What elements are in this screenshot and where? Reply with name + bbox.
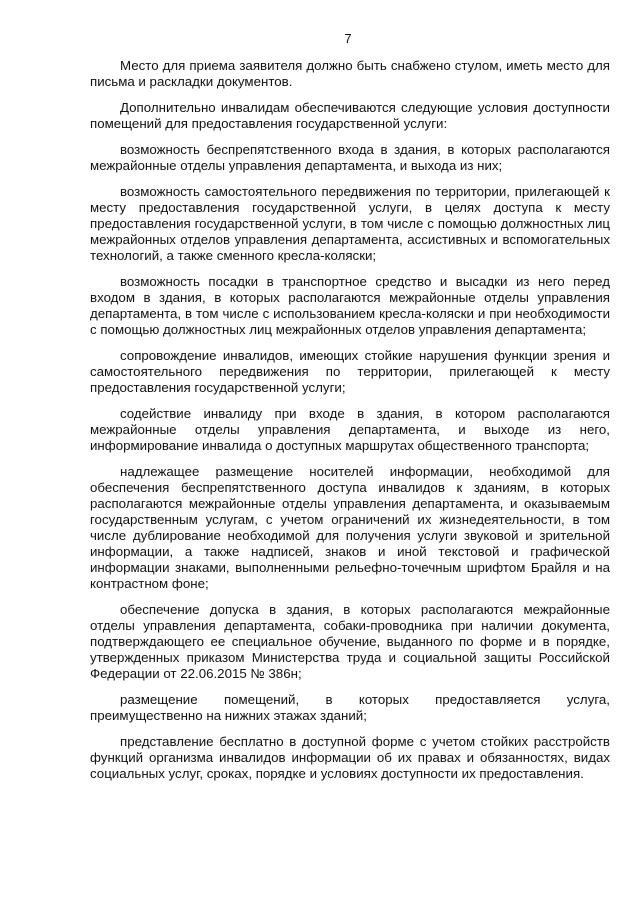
- list-item-transport-boarding: возможность посадки в транспортное средство и высадки из него перед входом в здания, в которых располагаются межрайонные отделы управления департамента, в том числе с использованием кресла-коляски и при необходимости с помощью должностных лиц межрайонных отделов управления департамента;: [90, 274, 610, 337]
- list-item-escort: сопровождение инвалидов, имеющих стойкие нарушения функции зрения и самостоятельного передвижения по территории, прилегающей к месту предоставления государственной услуги;: [90, 348, 610, 395]
- list-item-information-placement: надлежащее размещение носителей информации, необходимой для обеспечения беспрепятственного доступа инвалидов к зданиям, в которых располагаются межрайонные отделы управления департамента, и оказываемым государственным услугам, с учетом ограничений их жизнедеятельности, в том числе дублирование необходимой для получения услуги звуковой и зрительной информации, а также надписей, знаков и иной текстовой и графической информации знаками, выполненными рельефно-точечным шрифтом Брайля и на контрастном фоне;: [90, 464, 610, 591]
- paragraph-workplace: Место для приема заявителя должно быть снабжено стулом, иметь место для письма и раскладки документов.: [90, 58, 610, 89]
- paragraph-accessibility-intro: Дополнительно инвалидам обеспечиваются следующие условия доступности помещений для предоставления государственной услуги:: [90, 100, 610, 131]
- list-item-entry-exit: возможность беспрепятственного входа в здания, в которых располагаются межрайонные отделы управления департамента, и выхода из них;: [90, 142, 610, 173]
- list-item-premises-location: размещение помещений, в которых предоставляется услуга, преимущественно на нижних этажах зданий;: [90, 692, 610, 723]
- page-number: 7: [344, 31, 352, 46]
- list-item-guide-dog: обеспечение допуска в здания, в которых располагаются межрайонные отделы управления департамента, собаки-проводника при наличии документа, подтверждающего ее специальное обучение, выданного по форме и в порядке, утвержденных приказом Министерства труда и социальной защиты Российской Федерации от 22.06.2015 № 386н;: [90, 602, 610, 681]
- document-body: [90, 58, 610, 790]
- list-item-movement: возможность самостоятельного передвижения по территории, прилегающей к месту предоставления государственной услуги, в целях доступа к месту предоставления государственной услуги, в том числе с помощью должностных лиц межрайонных отделов управления департамента, ассистивных и вспомогательных технологий, а также сменного кресла-коляски;: [90, 184, 610, 263]
- list-item-entry-assistance: содействие инвалиду при входе в здания, в котором располагаются межрайонные отделы управления департамента, и выходе из него, информирование инвалида о доступных маршрутах общественного транспорта;: [90, 406, 610, 453]
- list-item-free-information: представление бесплатно в доступной форме с учетом стойких расстройств функций организма инвалидов информации об их правах и обязанностях, видах социальных услуг, сроках, порядке и условиях доступности их предоставления.: [90, 734, 610, 781]
